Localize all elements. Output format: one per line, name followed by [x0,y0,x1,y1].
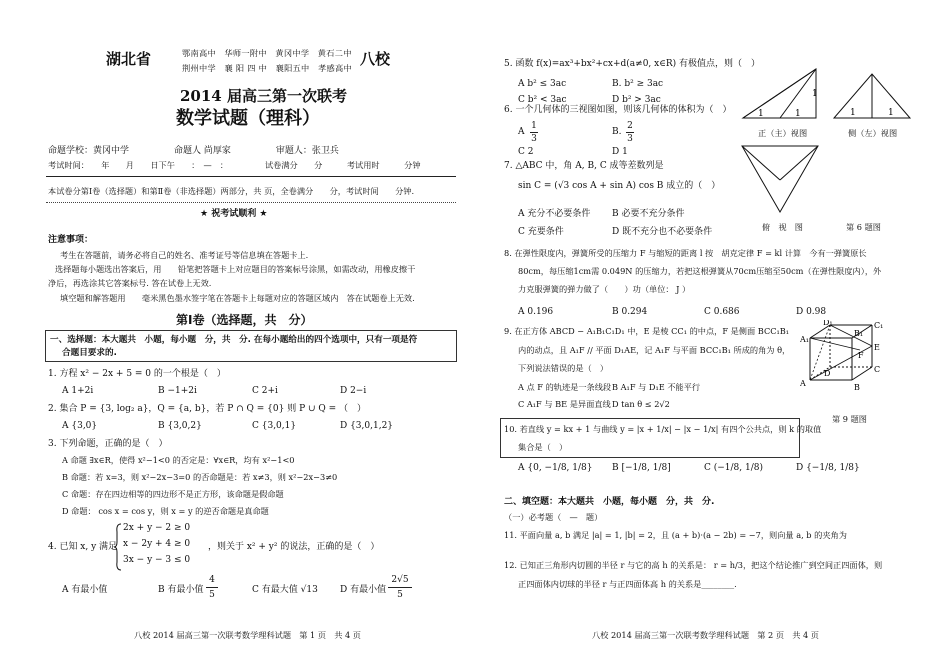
right-page [478,0,950,658]
eight-schools: 八校 [360,50,391,68]
cube-figure [800,320,900,412]
q8-line-3: 力克服弹簧的弹力做了（ ）功（单位： J ） [518,284,691,294]
svg-text:A: A [800,379,806,388]
q1-option-c: C 2+i [252,386,278,396]
svg-text:1: 1 [888,108,894,118]
q4-brace [113,522,123,572]
good-luck: ★ 祝考试顺利 ★ [200,209,268,219]
right-footer: 八校 2014 届高三第一次联考数学理科试题 第 2 页 共 4 页 [592,630,819,640]
q9-line-2: 内的动点，且 A₁F // 平面 D₁AE，记 A₁F 与平面 BCC₁B₁ 所成的角为 θ， [518,345,791,355]
q4-d-fraction-bar [388,587,412,588]
q7-option-b: B 必要不充分条件 [612,209,685,219]
q7-option-c: C 充要条件 [518,227,564,237]
q8-line-2: 80cm，每压缩1cm需 0.049N 的压缩力，若把这根弹簧从70cm压缩至50cm（在弹性限度内），外 [518,266,882,276]
q2-option-b: B {3,0,2} [158,421,202,431]
q3-option-a: A 命题 ∃x∈R，使得 x²−1<0 的否定是：∀x∈R，均有 x²−1<0 [62,455,295,465]
q9-line-1: 9. 在正方体 ABCD − A₁B₁C₁D₁ 中，E 是棱 CC₁ 的中点，F 是侧面 BCC₁B₁ [504,326,790,336]
figure-9-caption: 第 9 题图 [832,414,867,424]
notice-title: 注意事项： [48,235,94,245]
q10-option-b: B [−1/8, 1/8] [612,463,671,473]
svg-text:1: 1 [758,109,764,119]
svg-text:B₁: B₁ [854,329,864,338]
schools-row-2: 荆州中学 襄 阳 四 中 襄阳五中 孝感高中 [182,63,352,73]
meta-line-1: 命题学校：黄冈中学 命题人 尚厚家 审题人：张卫兵 [48,146,339,156]
svg-text:F: F [858,351,864,360]
front-view-caption: 正（主）视图 [758,128,808,138]
svg-text:1: 1 [812,89,818,99]
svg-text:E: E [874,343,880,352]
side-view-caption: 侧（左）视图 [848,128,898,138]
q10-stem-2: 集合是（ ） [518,442,568,452]
schools-row-1: 鄂南高中 华师一附中 黄冈中学 黄石二中 [182,48,352,58]
q1-stem: 1. 方程 x² − 2x + 5 = 0 的一个根是（ ） [48,369,226,379]
q1-option-d: D 2−i [340,386,367,396]
province: 湖北省 [106,50,152,68]
svg-text:C₁: C₁ [874,321,884,330]
q8-option-c: C 0.686 [704,307,740,317]
q9-option-c: C A₁F 与 BE 是异面直线 [518,399,611,409]
q4-option-d: D 有最小值 [340,585,387,595]
q2-stem: 2. 集合 P = {3, log₂ a}，Q = {a, b}，若 P ∩ Q = {0} 则 P ∪ Q = （ ） [48,404,367,414]
top-view-caption: 俯 视 图 [762,222,803,232]
q7-option-a: A 充分不必要条件 [518,209,591,219]
q12-line-2: 正四面体内切球的半径 r 与正四面体高 h 的关系是________. [518,579,737,589]
q6-a-denominator: 3 [531,134,537,144]
q4-b-numerator: 4 [209,575,215,585]
q6-stem: 6. 一个几何体的三视图如图，则该几何体的体积为（ ） [504,105,732,115]
left-footer: 八校 2014 届高三第一次联考数学理科试题 第 1 页 共 4 页 [134,630,361,640]
q5-option-d: D b² > 3ac [612,95,661,105]
notice-4: 填空题和解答题用 毫米黑色墨水签字笔在答题卡上每题对应的答题区域内 答在试题卷上无效. [60,293,415,303]
svg-text:D: D [824,369,831,378]
q4-option-a: A 有最小值 [62,585,108,595]
q6-option-c: C 2 [518,147,534,157]
q10-option-a: A {0, −1/8, 1/8} [518,463,593,473]
q6-option-d: D 1 [612,147,628,157]
q4-d-denominator: 5 [397,590,403,600]
intro-divider [46,202,456,203]
q2-option-d: D {3,0,1,2} [340,421,394,431]
q6-b-denominator: 3 [627,134,633,144]
part-2-title: 二、填空题：本大题共 小题，每小题 分，共 分. [504,497,715,507]
q9-option-b: B A₁F 与 D₁E 不能平行 [612,382,701,392]
top-view-figure [740,142,820,216]
q4-d-numerator: 2√5 [391,575,409,585]
q12-line-1: 12. 已知正三角形内切圆的半径 r 与它的高 h 的关系是： r = h/3，把这个结论推广到空间正四面体，则 [504,560,883,570]
q5-option-b: B. b² ≥ 3ac [612,79,664,89]
q8-option-b: B 0.294 [612,307,648,317]
exam-intro: 本试卷分第Ⅰ卷（选择题）和第Ⅱ卷（非选择题）两部分，共 页，全卷满分 分，考试时间 分钟. [48,186,415,196]
part-1-line-2: 合题目要求的. [62,348,117,358]
q7-option-d: D 既不充分也不必要条件 [612,227,713,237]
q2-option-c: C {3,0,1} [252,421,297,431]
q6-option-b: B. [612,127,622,137]
notice-3: 净后，再选涂其它答案标号. 答在试卷上无效. [48,278,212,288]
svg-text:1: 1 [850,108,856,118]
q8-option-d: D 0.98 [796,307,827,317]
meta-line-2: 考试时间： 年 月 日下午 ： — ： 试卷满分 分 考试用时 分钟 [48,160,421,170]
q4-option-b: B 有最小值 [158,585,204,595]
q7-condition: sin C = (√3 cos A + sin A) cos B 成立的（ ） [518,181,721,191]
notice-2: 选择题每小题选出答案后，用 铅笔把答题卡上对应题目的答案标号涂黑，如需改动，用橡皮擦干 [55,264,416,274]
q4-condition-3: 3x − y − 3 ≤ 0 [123,555,191,565]
q4-option-c: C 有最大值 √13 [252,585,318,595]
q5-option-a: A b² ≤ 3ac [518,79,567,89]
part-1-line-1: 一、选择题：本大题共 小题，每小题 分，共 分. 在每小题给出的四个选项中，只有一项是符 [50,335,418,345]
q6-a-numerator: 1 [531,121,537,131]
exam-title: 2014 届高三第一次联考 [180,87,347,105]
q1-option-b: B −1+2i [158,386,197,396]
q3-stem: 3. 下列命题，正确的是（ ） [48,439,168,449]
q11-stem: 11. 平面向量 a, b 满足 |a| = 1, |b| = 2，且 (a + b)·(a − 2b) = −7，则向量 a, b 的夹角为 [504,530,847,540]
q8-line-1: 8. 在弹性限度内，弹簧所受的压缩力 F 与缩短的距离 l 按 胡克定律 F = kl 计算 今有一弹簧原长 [504,248,867,258]
q1-option-a: A 1+2i [62,386,94,396]
q5-option-c: C b² < 3ac [518,95,567,105]
svg-text:A₁: A₁ [800,335,809,344]
header-divider [46,176,456,177]
q9-option-a: A 点 F 的轨迹是一条线段 [518,382,612,392]
svg-text:D₁: D₁ [823,320,833,327]
q3-option-b: B 命题：若 x=3，则 x²−2x−3=0 的否命题是：若 x≠3，则 x²−2x−3≠0 [62,472,338,482]
q4-b-denominator: 5 [209,590,215,600]
side-view-figure [832,70,912,124]
q3-option-d: D 命题： cos x = cos y，则 x = y 的逆否命题是真命题 [62,506,269,516]
q8-option-a: A 0.196 [518,307,554,317]
subject-title: 数学试题（理科） [176,108,320,129]
q2-option-a: A {3,0} [62,421,98,431]
front-view-figure [740,66,820,124]
section-1-title: 第Ⅰ卷（选择题，共 分） [176,313,313,327]
q9-option-d: D tan θ ≤ 2√2 [612,399,670,409]
svg-text:1: 1 [795,109,801,119]
svg-text:B: B [854,383,860,392]
q10-option-d: D {−1/8, 1/8} [796,463,860,473]
q4-condition-1: 2x + y − 2 ≥ 0 [123,523,191,533]
q10-stem: 10. 若直线 y = kx + 1 与曲线 y = |x + 1/x| − |x − 1/x| 有四个公共点，则 k 的取值 [504,424,822,434]
q5-stem: 5. 函数 f(x)=ax³+bx²+cx+d(a≠0, x∈R) 有极值点，则（ ） [504,59,761,69]
q4-suffix: ，则关于 x² + y² 的说法，正确的是（ ） [208,542,380,552]
q4-b-fraction-bar [206,587,218,588]
q6-b-numerator: 2 [627,121,633,131]
figure-6-caption: 第 6 题图 [846,222,881,232]
q7-stem: 7. △ABC 中，角 A, B, C 成等差数列是 [504,161,664,171]
q9-line-3: 下列说法错误的是（ ） [518,363,609,373]
q6-option-a: A [518,127,525,137]
q3-option-c: C 命题：存在四边相等的四边形不是正方形，该命题是假命题 [62,489,284,499]
q4-prefix: 4. 已知 x, y 满足 [48,542,118,552]
q10-option-c: C (−1/8, 1/8) [704,463,764,473]
svg-text:C: C [874,365,881,374]
notice-1: 考生在答题前，请务必将自己的姓名、准考证号等信息填在答题卡上. [60,250,309,260]
q4-condition-2: x − 2y + 4 ≥ 0 [123,539,191,549]
required-questions: （一）必考题（ — 题） [504,512,603,522]
